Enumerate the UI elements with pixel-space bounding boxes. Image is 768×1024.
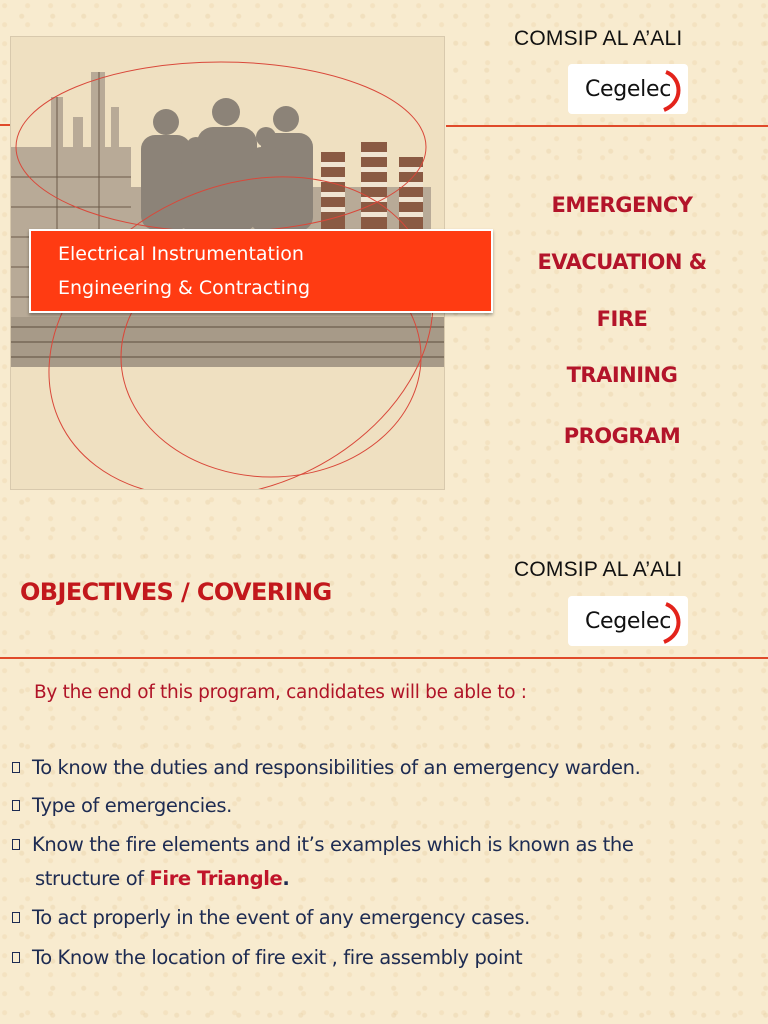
objective-text: Type of emergencies.: [32, 794, 232, 817]
objective-item: [12, 756, 640, 779]
company-banner: [29, 229, 493, 313]
title-line-4: TRAINING: [566, 363, 678, 387]
hollow-square-bullet-icon: [12, 762, 20, 773]
objective-item: [12, 833, 633, 856]
objectives-heading: OBJECTIVES / COVERING: [20, 578, 332, 606]
cegelec-logo-2: [568, 596, 688, 646]
objective-item: [12, 946, 522, 969]
continuation-text: structure of: [35, 867, 150, 890]
banner-line-2: Engineering & Contracting: [58, 277, 311, 299]
company-name-2: COMSIP AL A’ALI: [514, 558, 683, 581]
title-line-2: EVACUATION &: [537, 250, 707, 274]
intro-text: By the end of this program, candidates will be able to :: [34, 682, 527, 703]
objective-text: To know the duties and responsibilities of an emergency warden.: [32, 756, 641, 779]
objective-item-continuation: [35, 867, 289, 890]
objective-text: To Know the location of fire exit , fire assembly point: [32, 946, 523, 969]
header-divider: [446, 125, 768, 127]
banner-line-1: Electrical Instrumentation: [58, 243, 304, 265]
hollow-square-bullet-icon: [12, 952, 20, 963]
cegelec-logo: [568, 64, 688, 114]
logo-text-2: Cegelec: [584, 608, 672, 634]
logo-swoosh-icon: [662, 68, 684, 112]
company-name: COMSIP AL A’ALI: [514, 27, 683, 50]
objective-item: [12, 906, 530, 929]
title-line-3: FIRE: [596, 307, 648, 331]
left-tick: [0, 124, 10, 126]
title-line-1: EMERGENCY: [551, 193, 693, 217]
hollow-square-bullet-icon: [12, 912, 20, 923]
logo-swoosh-icon: [662, 600, 684, 644]
objective-text: Know the fire elements and it’s examples which is known as the: [32, 833, 634, 856]
fire-triangle-highlight: Fire Triangle: [149, 867, 283, 890]
logo-text: Cegelec: [584, 76, 672, 102]
hollow-square-bullet-icon: [12, 839, 20, 850]
continuation-suffix: .: [282, 867, 290, 890]
title-line-5: PROGRAM: [563, 424, 681, 448]
section-divider: [0, 657, 768, 659]
hollow-square-bullet-icon: [12, 800, 20, 811]
objective-item: [12, 794, 232, 817]
objective-text: To act properly in the event of any emergency cases.: [32, 906, 530, 929]
